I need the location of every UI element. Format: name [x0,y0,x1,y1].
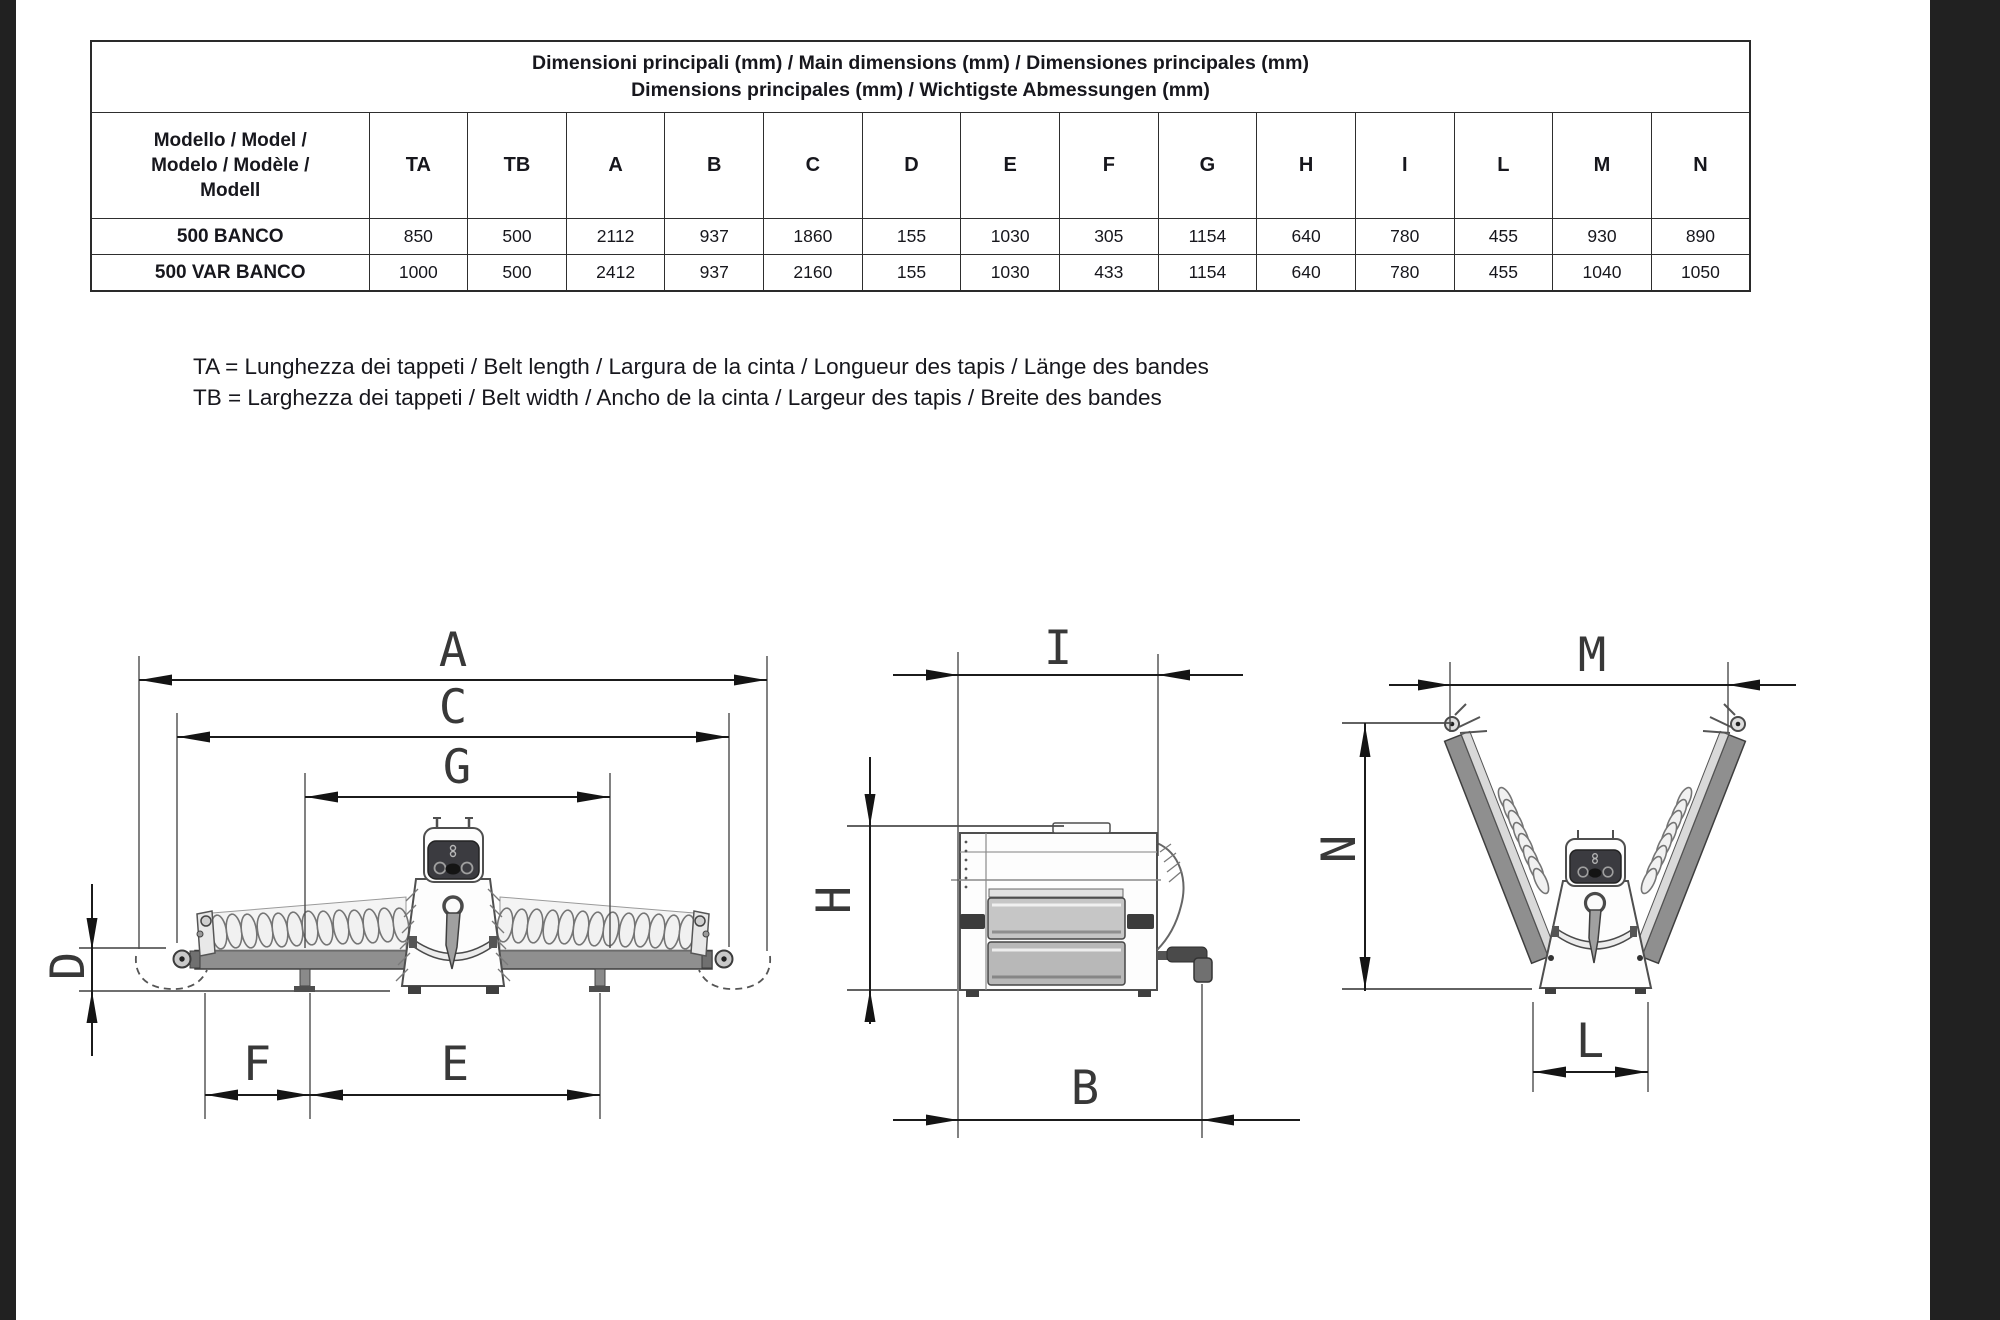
dimension-value: 433 [1059,255,1158,292]
dimension-b [893,984,1300,1138]
column-header-g: G [1158,113,1257,219]
dimension-value: 937 [665,219,764,255]
dimension-m [1389,628,1796,732]
dimension-value: 500 [468,219,567,255]
dimension-value: 1030 [961,219,1060,255]
dim-label-h: H [807,885,862,915]
belt-width-note: TB = Larghezza dei tappeti / Belt width / Ancho de la cinta / Largeur des tapis / Breite des bandes [193,384,1162,410]
table-header-row [91,113,1750,219]
dimension-d [41,884,98,1056]
front-view-machine [79,818,770,994]
column-header-h: H [1257,113,1356,219]
dimension-value: 1154 [1158,255,1257,292]
dimension-value: 500 [468,255,567,292]
column-header-e: E [961,113,1060,219]
dimension-value: 640 [1257,219,1356,255]
dim-label-n: N [1312,834,1367,864]
column-header-i: I [1355,113,1454,219]
dimension-value: 850 [369,219,468,255]
dimension-value: 1050 [1651,255,1750,292]
dim-label-m: M [1577,628,1607,683]
folded-view-figure [1312,628,1796,1092]
table-title-line1: Dimensioni principali (mm) / Main dimensions (mm) / Dimensiones principales (mm) [532,52,1309,74]
left-belt-clamp [1445,704,1487,733]
dimension-value: 155 [862,255,961,292]
dimension-value: 780 [1355,219,1454,255]
upper-roller [988,898,1125,939]
control-panel [1570,850,1621,883]
dim-label-c: C [438,680,468,735]
table-title-row [91,41,1750,113]
dimension-value: 305 [1059,219,1158,255]
right-belt-clamp [1703,704,1745,733]
document-page [16,0,1930,1320]
table-row [91,255,1750,292]
model-column-header: Modello / Model / Modelo / Modèle / Modell [91,113,369,219]
dim-label-l: L [1575,1014,1605,1069]
technical-drawings [16,560,1930,1320]
belt-legend [193,352,1209,413]
dim-label-e: E [440,1037,470,1092]
dim-label-a: A [438,623,468,678]
dimension-f [205,993,310,1119]
crank-handle [1157,947,1212,982]
dim-label-i: I [1043,621,1073,676]
dimension-value: 2412 [566,255,665,292]
control-panel [428,841,479,879]
dimension-e [310,993,600,1119]
column-header-a: A [566,113,665,219]
column-header-f: F [1059,113,1158,219]
column-header-d: D [862,113,961,219]
column-header-tb: TB [468,113,567,219]
dim-label-d: D [41,951,96,981]
dimension-value: 640 [1257,255,1356,292]
table-row [91,219,1750,255]
belt-length-note: TA = Lunghezza dei tappeti / Belt length / Largura de la cinta / Longueur des tapis / Länge des bandes [193,354,1209,379]
table-title-line2: Dimensions principales (mm) / Wichtigste Abmessungen (mm) [631,79,1210,101]
column-header-ta: TA [369,113,468,219]
dimension-value: 930 [1553,219,1652,255]
column-header-b: B [665,113,764,219]
dim-label-f: F [242,1037,272,1092]
dimension-value: 1154 [1158,219,1257,255]
folded-view-machine [1445,704,1746,994]
dimension-l [1533,1002,1648,1092]
column-header-m: M [1553,113,1652,219]
dimension-value: 937 [665,255,764,292]
table-title [91,41,1750,113]
column-header-c: C [764,113,863,219]
dimension-value: 1860 [764,219,863,255]
dimension-value: 2112 [566,219,665,255]
side-view-machine [951,823,1212,997]
dimension-value: 1030 [961,255,1060,292]
front-view-figure [41,623,770,1119]
dimension-value: 2160 [764,255,863,292]
dimensions-table [90,40,1751,292]
lower-roller [988,942,1125,985]
dimension-value: 1040 [1553,255,1652,292]
dimension-value: 890 [1651,219,1750,255]
column-header-n: N [1651,113,1750,219]
model-name: 500 VAR BANCO [91,255,369,292]
model-name: 500 BANCO [91,219,369,255]
dimension-value: 455 [1454,255,1553,292]
dim-label-b: B [1070,1061,1100,1116]
side-view-figure [807,621,1300,1138]
dimension-value: 780 [1355,255,1454,292]
column-header-l: L [1454,113,1553,219]
dimension-value: 155 [862,219,961,255]
dimension-value: 1000 [369,255,468,292]
dimension-value: 455 [1454,219,1553,255]
dim-label-g: G [442,740,472,795]
